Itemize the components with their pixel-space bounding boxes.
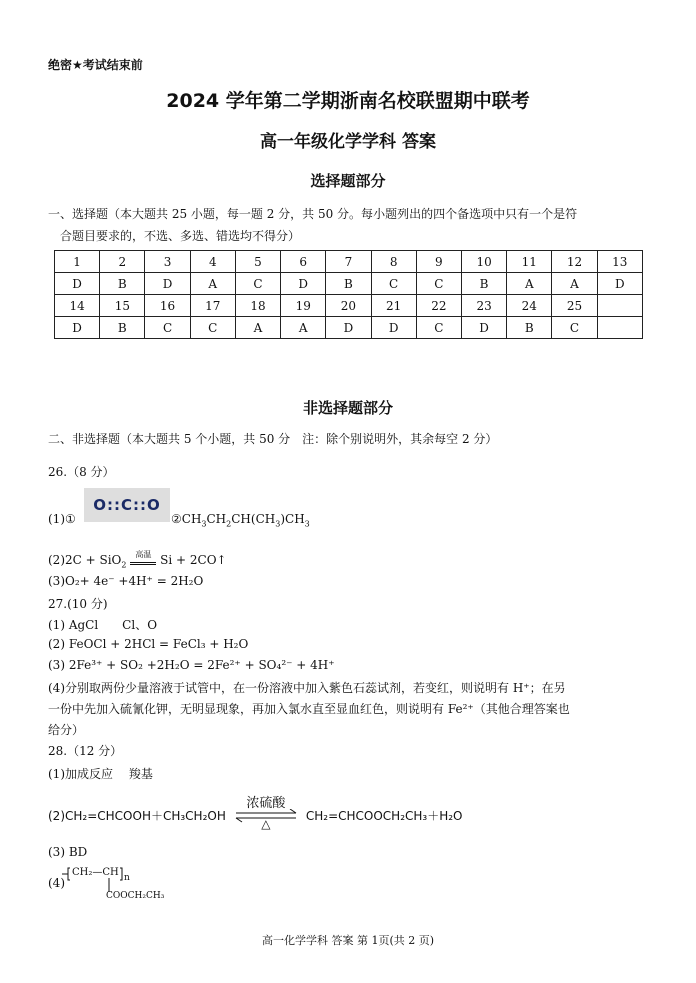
q27-header: 27.(10 分) — [48, 597, 108, 611]
q26-header: 26.（8 分） — [48, 465, 115, 479]
table-cell: D — [371, 317, 416, 339]
table-cell: D — [145, 273, 190, 295]
table-row — [55, 251, 643, 273]
table-cell: 16 — [145, 295, 190, 317]
q27-part2: (2) FeOCl + 2HCl = FeCl₃ + H₂O — [48, 637, 249, 651]
table-cell: C — [145, 317, 190, 339]
polymer-structure — [48, 864, 188, 904]
table-cell: B — [100, 317, 145, 339]
q26-formula-prefix: ②CH — [171, 512, 202, 526]
table-cell: 5 — [235, 251, 280, 273]
table-cell: 10 — [461, 251, 506, 273]
table-cell — [597, 317, 642, 339]
table-cell: 20 — [326, 295, 371, 317]
q28-part2-left: (2)CH₂=CHCOOH＋CH₃CH₂OH — [48, 808, 226, 823]
table-cell: 24 — [507, 295, 552, 317]
table-cell: B — [507, 317, 552, 339]
q27-part4-line1: (4)分别取两份少量溶液于试管中，在一份溶液中加入紫色石蕊试剂，若变红，则说明有 H⁺；在另 — [48, 681, 566, 695]
table-cell: 23 — [461, 295, 506, 317]
q27-part4-line3: 给分） — [48, 723, 85, 737]
condition-label: 高温 — [135, 549, 152, 559]
table-cell: C — [552, 317, 597, 339]
high-temp-condition — [130, 549, 156, 567]
nonchoice-instructions: 二、非选择题（本大题共 5 个小题，共 50 分 注：除个别说明外，其余每空 2 分） — [48, 432, 498, 446]
table-cell: D — [461, 317, 506, 339]
table-cell: 4 — [190, 251, 235, 273]
q26-part1-answer2: $②CH_3CH_2CH(CH_3)CH_3$ — [171, 512, 310, 529]
co2-lewis-text: O::C::O — [93, 496, 161, 514]
q26-part1-label: (1)① — [48, 512, 76, 526]
table-cell: 6 — [281, 251, 326, 273]
confidential-label: 绝密★考试结束前 — [48, 58, 143, 72]
table-cell: A — [235, 317, 280, 339]
table-cell: A — [281, 317, 326, 339]
choice-instructions-line1: 一、选择题（本大题共 25 小题，每一题 2 分，共 50 分。每小题列出的四个备选项中只有一个是符 — [48, 207, 578, 221]
table-cell: 9 — [416, 251, 461, 273]
table-cell: D — [55, 317, 100, 339]
table-cell: 11 — [507, 251, 552, 273]
table-cell: A — [190, 273, 235, 295]
polymer-chain: CH₂—CH — [72, 867, 119, 878]
page-footer: 高一化学学科 答案 第 1页(共 2 页) — [261, 934, 435, 947]
table-cell: D — [55, 273, 100, 295]
reversible-arrow — [234, 796, 298, 831]
exam-title: 2024 学年第二学期浙南名校联盟期中联考 — [166, 90, 530, 112]
exam-subtitle: 高一年级化学学科 答案 — [260, 132, 436, 152]
choice-instructions — [48, 203, 654, 247]
table-cell: 14 — [55, 295, 100, 317]
table-cell: C — [416, 317, 461, 339]
q28-part2-right: CH₂=CHCOOCH₂CH₃＋H₂O — [305, 808, 463, 823]
table-cell: B — [100, 273, 145, 295]
table-cell: 15 — [100, 295, 145, 317]
q26-part2-products: Si + 2CO↑ — [160, 553, 227, 567]
table-cell: D — [597, 273, 642, 295]
table-cell: B — [461, 273, 506, 295]
table-cell: A — [552, 273, 597, 295]
table-cell: 18 — [235, 295, 280, 317]
table-cell — [597, 295, 642, 317]
q28-part1: (1)加成反应 羧基 — [48, 767, 153, 781]
table-cell: 25 — [552, 295, 597, 317]
q27-part3: (3) 2Fe³⁺ + SO₂ +2H₂O = 2Fe²⁺ + SO₄²⁻ + 4H⁺ — [48, 658, 335, 672]
table-cell: 22 — [416, 295, 461, 317]
q28-part4-label: (4) — [48, 876, 65, 890]
table-cell: 17 — [190, 295, 235, 317]
table-cell: C — [416, 273, 461, 295]
table-cell: 21 — [371, 295, 416, 317]
answer-table — [54, 250, 643, 339]
q27-part1: (1) AgCl Cl、O — [48, 618, 158, 632]
table-cell: D — [281, 273, 326, 295]
polymer-n: n — [124, 873, 130, 883]
table-cell: C — [190, 317, 235, 339]
table-row — [55, 295, 643, 317]
q28-part2-equation — [48, 796, 463, 831]
table-cell: D — [326, 317, 371, 339]
q26-part2-reactants: (2)2C + SiO — [48, 553, 122, 567]
polymer-side-group: COOCH₂CH₃ — [106, 891, 165, 901]
table-row — [55, 317, 643, 339]
nonchoice-section-heading: 非选择题部分 — [302, 399, 393, 417]
table-cell: 7 — [326, 251, 371, 273]
catalyst-label: 浓硫酸 — [246, 796, 286, 811]
q26-part2: (2)2C + SiO$_2$ 高温 Si + 2CO↑ — [48, 549, 227, 570]
choice-section-heading: 选择题部分 — [310, 172, 386, 190]
q28-part3: (3) BD — [48, 845, 88, 859]
heat-symbol: △ — [261, 817, 271, 831]
table-cell: C — [371, 273, 416, 295]
q28-header: 28.（12 分） — [48, 744, 123, 758]
table-cell: 8 — [371, 251, 416, 273]
table-cell: A — [507, 273, 552, 295]
table-cell: C — [235, 273, 280, 295]
table-cell: 2 — [100, 251, 145, 273]
q27-part4-line2: 一份中先加入硫氰化钾，无明显现象，再加入氯水直至显血红色，则说明有 Fe²⁺（其他合理答案也 — [48, 702, 570, 716]
table-cell: 1 — [55, 251, 100, 273]
table-cell: 12 — [552, 251, 597, 273]
co2-lewis-structure — [84, 488, 170, 522]
table-cell: 19 — [281, 295, 326, 317]
q26-part3: (3)O₂+ 4e⁻ +4H⁺ = 2H₂O — [48, 574, 204, 588]
table-cell: 13 — [597, 251, 642, 273]
choice-instructions-line2: 合题目要求的，不选、多选、错选均不得分） — [60, 229, 301, 243]
table-cell: 3 — [145, 251, 190, 273]
table-row — [55, 273, 643, 295]
table-cell: B — [326, 273, 371, 295]
